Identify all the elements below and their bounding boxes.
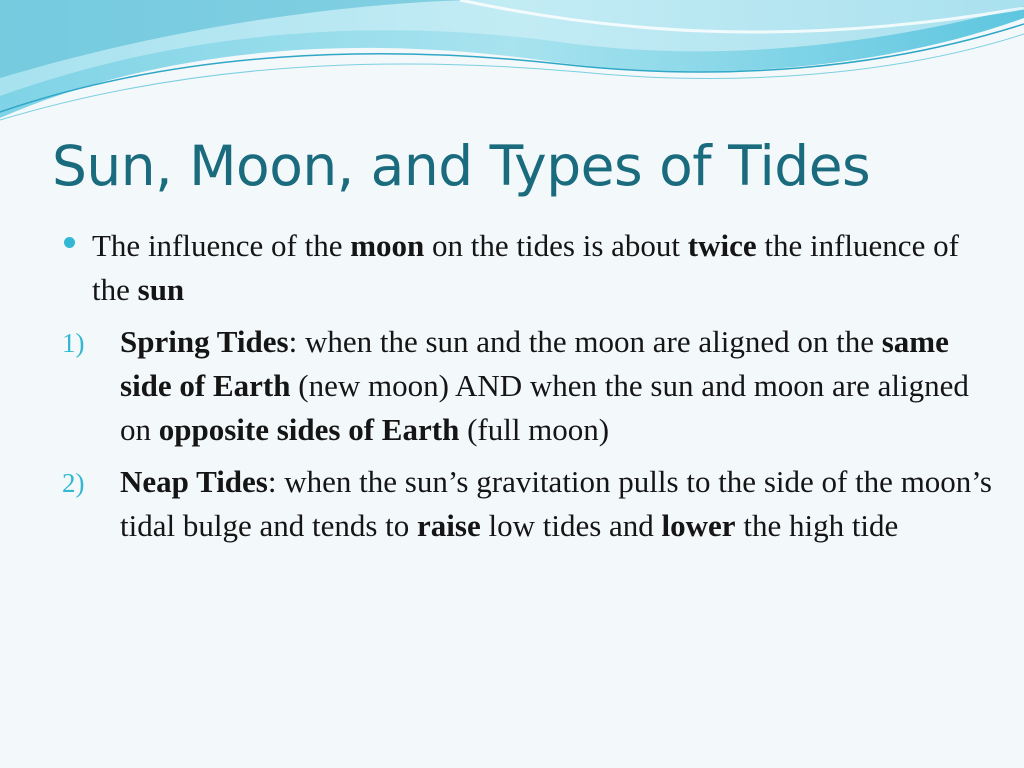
numbered-item-spring-tides <box>62 320 992 452</box>
item-emphasis: same side of Earth <box>120 324 949 403</box>
bullet-dot-icon <box>64 237 75 248</box>
item-emphasis: lower <box>661 508 736 543</box>
item-text: low tides and <box>480 508 662 543</box>
item-number: 2) <box>62 468 85 498</box>
bullet-text: the influence of the <box>92 228 959 307</box>
bullet-emphasis-sun: sun <box>137 272 185 307</box>
item-text: (full moon) <box>459 412 610 447</box>
item-heading: Neap Tides <box>120 464 268 499</box>
numbered-item-neap-tides <box>62 460 992 548</box>
item-text: (new moon) AND when the sun and moon are aligned on <box>120 368 969 447</box>
item-text: the high tide <box>735 508 899 543</box>
slide-body <box>62 224 992 556</box>
item-number: 1) <box>62 328 85 358</box>
bullet-item <box>62 224 992 312</box>
bullet-text: on the tides is about <box>424 228 688 263</box>
item-emphasis: raise <box>417 508 481 543</box>
item-heading: Spring Tides <box>120 324 289 359</box>
bullet-emphasis-moon: moon <box>350 228 425 263</box>
bullet-text: The influence of the <box>92 228 351 263</box>
bullet-emphasis-twice: twice <box>687 228 757 263</box>
slide-title: Sun, Moon, and Types of Tides <box>52 134 871 198</box>
item-emphasis: opposite sides of Earth <box>158 412 460 447</box>
item-text: : when the sun and the moon are aligned on the <box>288 324 882 359</box>
item-text: : when the sun’s gravitation pulls to the side of the moon’s tidal bulge and tends to <box>120 464 992 543</box>
wave-header-decoration <box>0 0 1024 130</box>
